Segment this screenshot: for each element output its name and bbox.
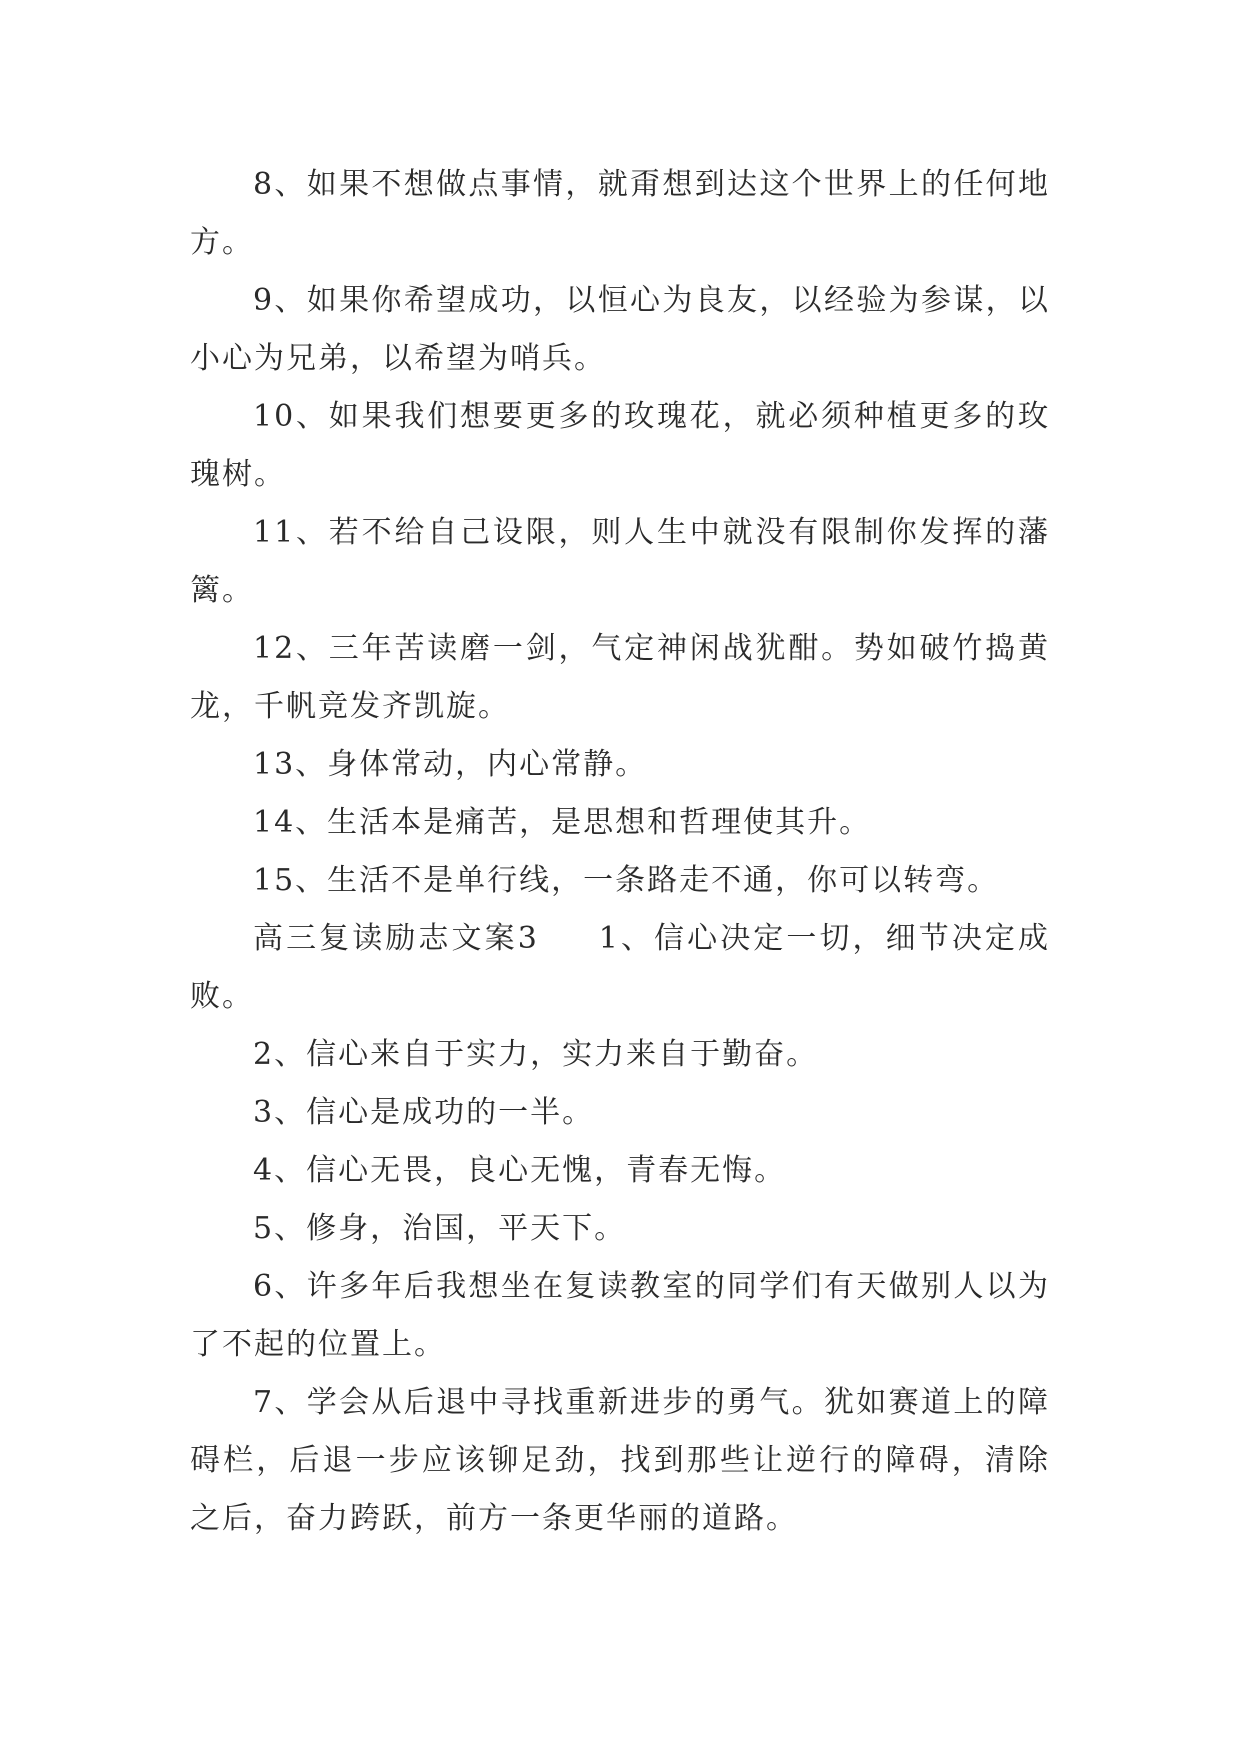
document-body — [190, 156, 1050, 1548]
paragraph-item-13: 13、身体常动，内心常静。 — [253, 747, 648, 782]
paragraph-item-8: 8、如果不想做点事情，就甭想到达这个世界上的任何地方。 — [190, 167, 1050, 260]
paragraph-item-15: 15、生活不是单行线，一条路走不通，你可以转弯。 — [253, 863, 1000, 898]
paragraph-item-9: 9、如果你希望成功，以恒心为良友，以经验为参谋，以小心为兄弟，以希望为哨兵。 — [190, 283, 1050, 376]
paragraph-item-2: 2、信心来自于实力，实力来自于勤奋。 — [253, 1037, 819, 1072]
paragraph-item-10: 10、如果我们想要更多的玫瑰花，就必须种植更多的玫瑰树。 — [190, 399, 1050, 492]
paragraph-item-14: 14、生活本是痛苦，是思想和哲理使其升。 — [253, 805, 872, 840]
paragraph-item-3: 3、信心是成功的一半。 — [253, 1095, 595, 1130]
paragraph-item-4: 4、信心无畏，良心无愧，青春无悔。 — [253, 1153, 787, 1188]
paragraph-item-7: 7、学会从后退中寻找重新进步的勇气。犹如赛道上的障碍栏，后退一步应该铆足劲，找到那些让逆行的障碍，清除之后，奋力跨跃，前方一条更华丽的道路。 — [190, 1385, 1050, 1536]
paragraph-item-5: 5、修身，治国，平天下。 — [253, 1211, 627, 1246]
paragraph-item-12: 12、三年苦读磨一剑，气定神闲战犹酣。势如破竹捣黄龙，千帆竞发齐凯旋。 — [190, 631, 1050, 724]
paragraph-item-11: 11、若不给自己设限，则人生中就没有限制你发挥的藩篱。 — [190, 515, 1050, 608]
section-paragraph — [190, 910, 1050, 1026]
section-first-item: 1、信心决定一切，细节决定成败。 — [190, 921, 1050, 1014]
paragraph-item-6: 6、许多年后我想坐在复读教室的同学们有天做别人以为了不起的位置上。 — [190, 1269, 1050, 1362]
section-heading: 高三复读励志文案3 — [253, 921, 539, 956]
